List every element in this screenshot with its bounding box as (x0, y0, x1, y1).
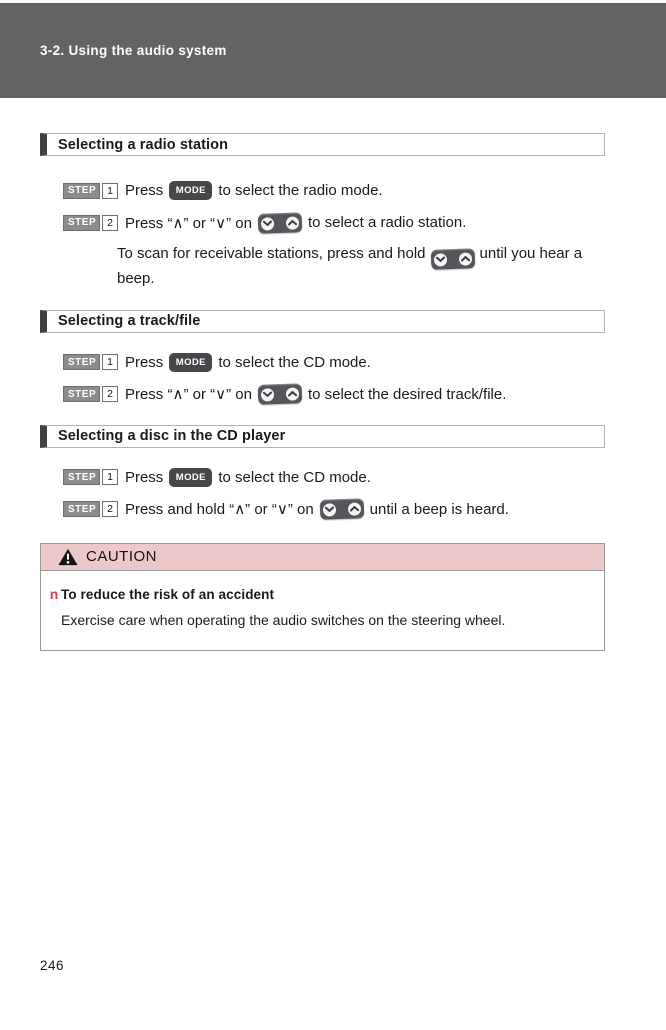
up-chevron-icon (458, 252, 471, 265)
scan-note (117, 244, 614, 290)
step-text-post: until a beep is heard. (369, 500, 509, 518)
step-text-pre: Press (124, 468, 164, 486)
step-row (40, 384, 605, 405)
step-text-post: to select the radio mode. (218, 182, 383, 199)
step-row (40, 467, 605, 488)
step-row (40, 212, 605, 233)
up-chevron-icon (286, 215, 299, 228)
step-badge-label: STEP (63, 183, 100, 199)
mode-button-icon: MODE (169, 181, 212, 200)
step-badge (63, 215, 118, 231)
step-text-pre: Press (124, 353, 164, 371)
down-chevron-icon (261, 216, 274, 229)
step-badge (63, 386, 118, 402)
caution-label: CAUTION (86, 548, 157, 565)
section-heading-radio-station (40, 133, 605, 156)
up-chevron-icon (347, 502, 360, 515)
section-title: Selecting a track/file (58, 313, 201, 329)
step-number: 1 (102, 354, 118, 370)
step-text-pre: Press “∧” or “∨” on (124, 214, 252, 232)
warning-triangle-icon (58, 548, 78, 566)
section-heading-disc-cd-player (40, 425, 605, 448)
note-text-post: until you hear a beep. (117, 245, 583, 287)
caution-bullet: n (49, 585, 59, 602)
section-title: Selecting a disc in the CD player (58, 428, 286, 444)
step-number: 1 (102, 183, 118, 199)
section-heading-track-file (40, 310, 605, 333)
step-badge (63, 501, 118, 517)
step-number: 1 (102, 469, 118, 485)
step-row (40, 499, 605, 520)
step-text-pre: Press “∧” or “∨” on (124, 386, 252, 403)
caution-item-title: To reduce the risk of an accident (61, 586, 275, 602)
down-chevron-icon (433, 253, 446, 266)
step-badge-label: STEP (63, 215, 100, 231)
chapter-title: 3-2. Using the audio system (40, 43, 227, 58)
mode-button-icon: MODE (169, 353, 212, 372)
updown-switch-icon (319, 498, 364, 520)
step-text-post: to select the CD mode. (218, 468, 371, 486)
step-badge (63, 469, 118, 485)
caution-body (41, 571, 604, 650)
step-text-post: to select a radio station. (307, 214, 467, 231)
step-badge (63, 354, 118, 370)
page-content (40, 98, 605, 651)
step-text-post: to select the CD mode. (218, 353, 371, 371)
step-badge-label: STEP (63, 469, 100, 485)
down-chevron-icon (261, 388, 274, 401)
step-number: 2 (102, 501, 118, 517)
step-number: 2 (102, 386, 118, 402)
mode-button-icon: MODE (169, 468, 212, 487)
updown-switch-icon (258, 212, 303, 234)
caution-box (40, 543, 605, 651)
step-text-pre: Press (124, 182, 164, 199)
note-text-pre: To scan for receivable stations, press and hold (117, 245, 426, 262)
step-text-post: to select the desired track/file. (307, 385, 507, 403)
down-chevron-icon (322, 503, 335, 516)
caution-item-text: Exercise care when operating the audio switches on the steering wheel. (61, 611, 506, 628)
step-badge (63, 183, 118, 199)
updown-switch-icon (430, 248, 475, 270)
step-row (40, 180, 605, 201)
caution-header (41, 544, 604, 571)
section-title: Selecting a radio station (58, 136, 229, 153)
updown-switch-icon (258, 383, 303, 405)
step-badge-label: STEP (63, 354, 100, 370)
step-badge-label: STEP (63, 386, 100, 402)
step-row (40, 352, 605, 373)
page-number: 246 (40, 958, 65, 973)
step-text-pre: Press and hold “∧” or “∨” on (124, 501, 314, 518)
step-number: 2 (102, 215, 118, 231)
chapter-header-bar (0, 3, 666, 98)
caution-item (47, 586, 586, 602)
step-badge-label: STEP (63, 501, 100, 517)
up-chevron-icon (286, 387, 299, 400)
